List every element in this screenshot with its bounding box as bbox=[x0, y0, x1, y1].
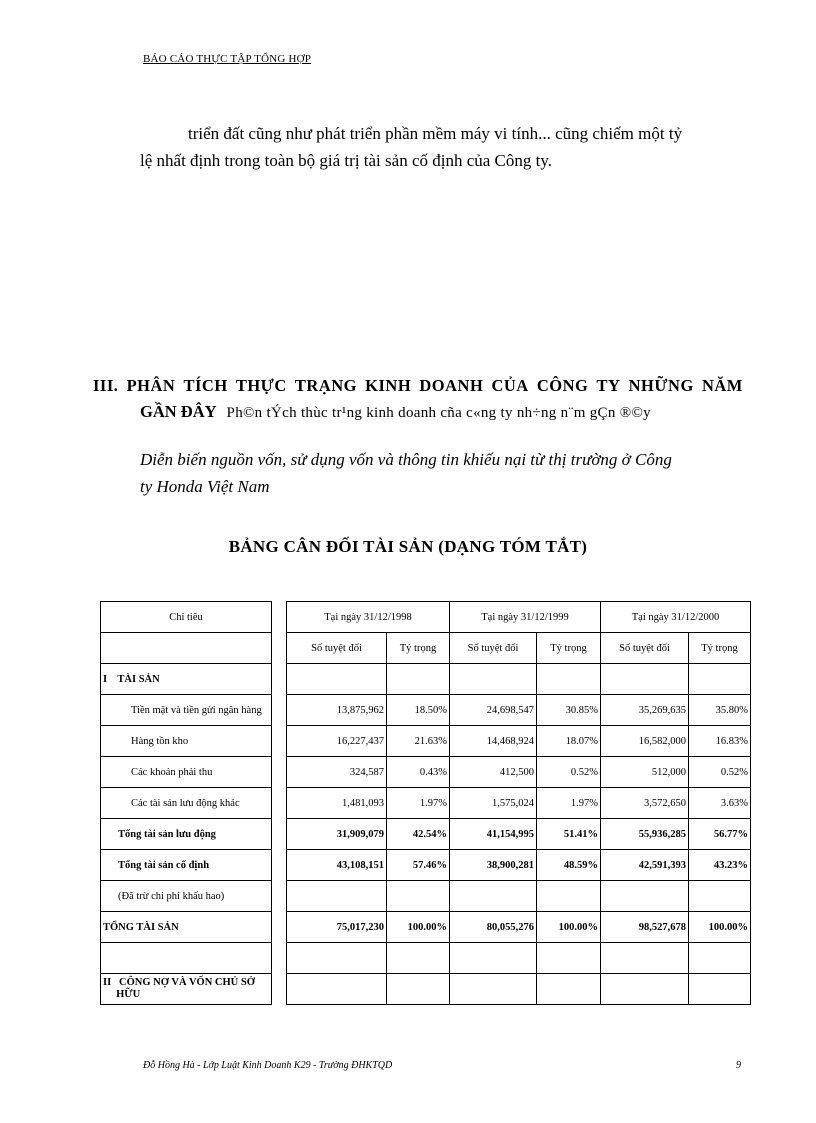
section-word: CÔNG bbox=[536, 376, 589, 395]
row-label: Các tài sản lưu động khác bbox=[101, 788, 272, 819]
section-word: KINH bbox=[365, 376, 412, 395]
row-label: Hàng tồn kho bbox=[101, 726, 272, 757]
row-label: Tổng tài sản lưu động bbox=[101, 819, 272, 850]
table-row: Các tài sản lưu động khác 1,481,093 1.97% 1,575,024 1.97% 3,572,650 3.63% bbox=[101, 788, 751, 819]
period-header-1998: Tại ngày 31/12/1998 bbox=[287, 602, 450, 633]
table-row: Tổng tài sản cố định 43,108,151 57.46% 38,900,281 48.59% 42,591,393 43.23% bbox=[101, 850, 751, 881]
section-heading bbox=[93, 373, 743, 426]
row-label: TỔNG TÀI SẢN bbox=[101, 912, 272, 943]
period-header-2000: Tại ngày 31/12/2000 bbox=[601, 602, 751, 633]
table-row: Các khoản phải thu 324,587 0.43% 412,500 0.52% 512,000 0.52% bbox=[101, 757, 751, 788]
intro-paragraph bbox=[140, 120, 740, 174]
subheader-percent: Tỷ trọng bbox=[537, 633, 601, 664]
section-heading-line-2 bbox=[93, 399, 743, 426]
section-word: DOANH bbox=[419, 376, 484, 395]
section-heading-legacy-encoding: Ph©n tÝch thùc tr¹ng kinh doanh cña c«ng ty nh÷ng n¨m gÇn ®©y bbox=[226, 405, 651, 421]
section-word: NĂM bbox=[701, 376, 743, 395]
table-row: Tiền mặt và tiền gửi ngân hàng 13,875,962 18.50% 24,698,547 30.85% 35,269,635 35.80% bbox=[101, 695, 751, 726]
table-row bbox=[101, 664, 751, 695]
page-number: 9 bbox=[736, 1060, 741, 1071]
table-row: Tổng tài sản lưu động 31,909,079 42.54% 41,154,995 51.41% 55,936,285 56.77% bbox=[101, 819, 751, 850]
section-word: CỦA bbox=[491, 376, 529, 395]
subtitle bbox=[140, 446, 740, 500]
section-heading-tail: GẦN ĐÂY bbox=[140, 402, 217, 421]
subheader-absolute: Số tuyệt đối bbox=[450, 633, 537, 664]
table-row: Hàng tồn kho 16,227,437 21.63% 14,468,924 18.07% 16,582,000 16.83% bbox=[101, 726, 751, 757]
report-header: BÁO CÁO THỰC TẬP TỔNG HỢP bbox=[143, 53, 312, 65]
subtitle-line-2: ty Honda Việt Nam bbox=[140, 477, 270, 496]
section-heading-line-1 bbox=[93, 373, 743, 399]
row-label: I TÀI SẢN bbox=[101, 664, 272, 695]
section-word: TRẠNG bbox=[294, 376, 357, 395]
table-row bbox=[101, 881, 751, 912]
row-label: II CÔNG NỢ VÀ VỐN CHỦ SỞ HỮU bbox=[101, 974, 272, 1005]
intro-line-2: lệ nhất định trong toàn bộ giá trị tài sản cố định của Công ty. bbox=[140, 151, 553, 170]
section-word: PHÂN bbox=[126, 376, 176, 395]
subtitle-line-1: Diễn biến nguồn vốn, sử dụng vốn và thông tin khiếu nại từ thị trường ở Công bbox=[140, 450, 672, 469]
row-label: (Đã trừ chi phí khấu hao) bbox=[101, 881, 272, 912]
subheader-percent: Tỷ trọng bbox=[387, 633, 450, 664]
table-row: TỔNG TÀI SẢN 75,017,230 100.00% 80,055,276 100.00% 98,527,678 100.00% bbox=[101, 912, 751, 943]
section-word: TÍCH bbox=[183, 376, 228, 395]
table-title: BẢNG CÂN ĐỐI TÀI SẢN (DẠNG TÓM TẮT) bbox=[228, 537, 588, 556]
column-label-header: Chỉ tiêu bbox=[101, 602, 272, 633]
row-label bbox=[101, 943, 272, 974]
table-header-row bbox=[101, 602, 751, 633]
subheader-absolute: Số tuyệt đối bbox=[287, 633, 387, 664]
subheader-percent: Tỷ trọng bbox=[689, 633, 751, 664]
row-label: Tiền mặt và tiền gửi ngân hàng bbox=[101, 695, 272, 726]
balance-sheet-table bbox=[100, 601, 751, 1005]
section-word: TY bbox=[596, 376, 621, 395]
section-word: THỰC bbox=[235, 376, 287, 395]
section-word: NHỮNG bbox=[628, 376, 694, 395]
section-number: III. bbox=[93, 376, 119, 395]
period-header-1999: Tại ngày 31/12/1999 bbox=[450, 602, 601, 633]
intro-line-1: triển đất cũng như phát triển phần mềm máy vi tính... cũng chiếm một tỷ bbox=[188, 124, 683, 143]
table-row bbox=[101, 943, 751, 974]
subheader-absolute: Số tuyệt đối bbox=[601, 633, 689, 664]
row-label: Tổng tài sản cố định bbox=[101, 850, 272, 881]
row-label: Các khoản phải thu bbox=[101, 757, 272, 788]
table-subheader-row bbox=[101, 633, 751, 664]
table-row bbox=[101, 974, 751, 1005]
footer-author: Đỗ Hồng Hà - Lớp Luật Kinh Doanh K29 - Trường ĐHKTQD bbox=[143, 1060, 393, 1071]
